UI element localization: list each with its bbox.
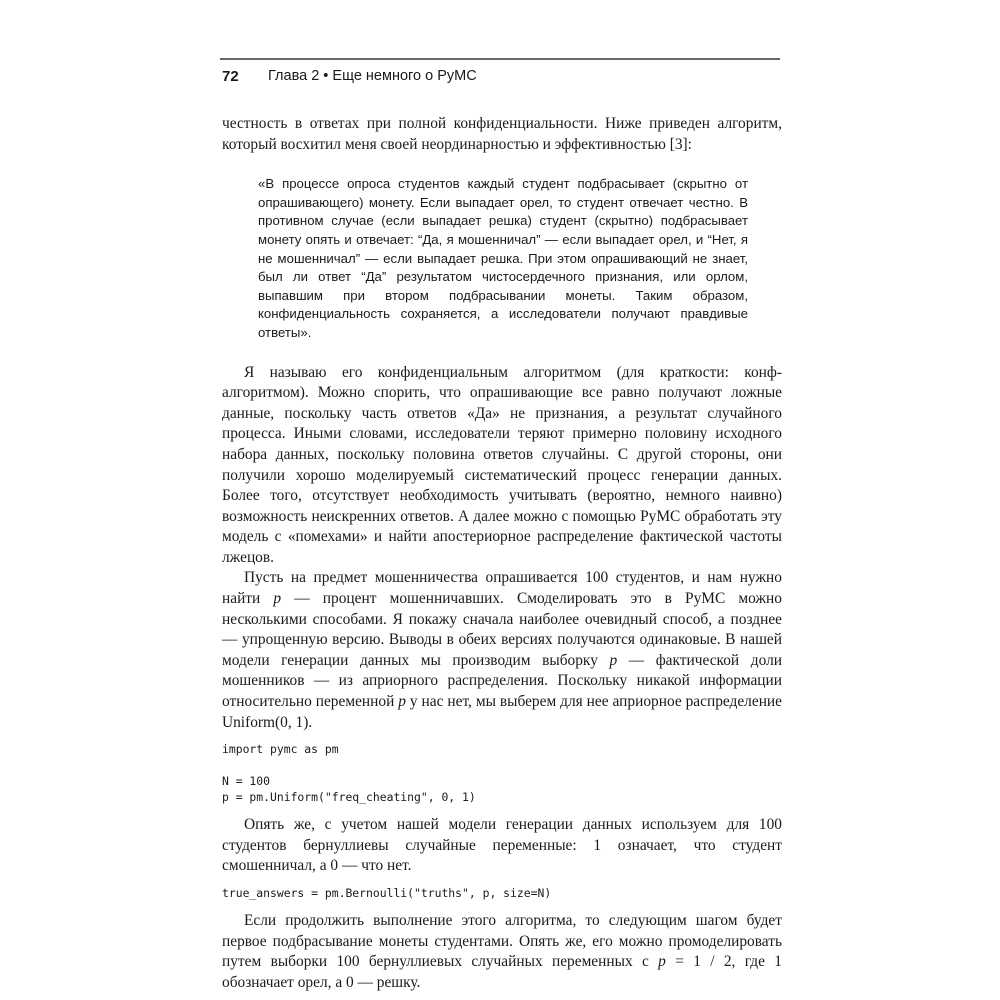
text-segment: Пусть на предмет мошенничества опрашивается 100 студентов, и нам нужно найти [222,569,782,608]
text-segment: = 1 / 2, где 1 обозначает орел, а 0 — решку. [222,953,782,991]
paragraph-model-setup [222,568,782,733]
text-segment: Если продолжить выполнение этого алгоритма, то следующим шагом будет первое подбрасывание монеты студентами. Опять же, его можно промоделировать путем выборки 100 бернуллиевых случайных переменных с [222,912,782,971]
variable-p: p [398,693,406,711]
variable-p: p [273,590,282,608]
paragraph-coin-flip [222,911,782,993]
running-header [220,58,780,90]
paragraph-conf-algorithm: Я называю его конфиденциальным алгоритмом (для краткости: конф-алгоритмом). Можно спорить, что опрашивающие все равно получают ложные данные, поскольку часть ответов «Да» не признания, а результат случайного процесса. Иными словами, исследователи теряют примерно половину исходного набора данных, поскольку половина ответов случайны. С другой стороны, они получили хорошо моделируемый систематический процесс генерации данных. Более того, отсутствует необходимость учитывать (вероятно, немного наивно) возможность неискренних ответов. А далее можно с помощью PyMC обработать эту модель с «помехами» и найти апостериорное распределение фактической частоты лжецов. [222,363,782,566]
code-block-bernoulli: true_answers = pm.Bernoulli("truths", p, size=N) [222,886,552,900]
page-body [222,114,782,993]
variable-p: p [609,651,618,669]
text-segment: у нас нет, мы выберем для нее априорное распределение Uniform(0, 1). [222,693,783,731]
chapter-title: Глава 2 • Еще немного о PyMC [268,68,477,84]
text-segment: — процент мошенничавших. Смоделировать это в PyMC можно несколькими способами. Я покажу сначала наиболее очевидный способ, а позднее — упрощенную версию. Выводы в обеих версиях получаются одинаковые. В нашей модели генерации данных мы производим выборку [222,590,782,669]
paragraph-bernoulli: Опять же, с учетом нашей модели генерации данных используем для 100 студентов бернуллиевы случайные переменные: 1 означает, что студент смошенничал, а 0 — что нет. [222,816,782,875]
variable-p: p [658,953,666,971]
text-segment: — фактической доли мошенников — из априорного распределения. Поскольку никакой информации относительно переменной [222,651,782,711]
quoted-algorithm: «В процессе опроса студентов каждый студент подбрасывает (скрытно от опрашивающего) монету. Если выпадает орел, то студент отвечает честно. В противном случае (если выпадает решка) студент (скрытно) подбрасывает монету опять и отвечает: “Да, я мошенничал” — если выпадает орел, и “Нет, я не мошенничал” — если выпадает решка. При этом опрашивающий не знает, был ли ответ “Да” результатом чистосердечного признания, или орлом, выпавшим при втором подбрасывании монеты. Таким образом, конфиденциальность сохраняется, а исследователи получают правдивые ответы». [258,176,748,340]
code-block-uniform: import pymc as pm N = 100 p = pm.Uniform("freq_cheating", 0, 1) [222,742,476,805]
page-number: 72 [222,68,239,85]
paragraph-intro: честность в ответах при полной конфиденциальности. Ниже приведен алгоритм, который восхитил меня своей неординарностью и эффективностью [3]: [222,115,782,153]
